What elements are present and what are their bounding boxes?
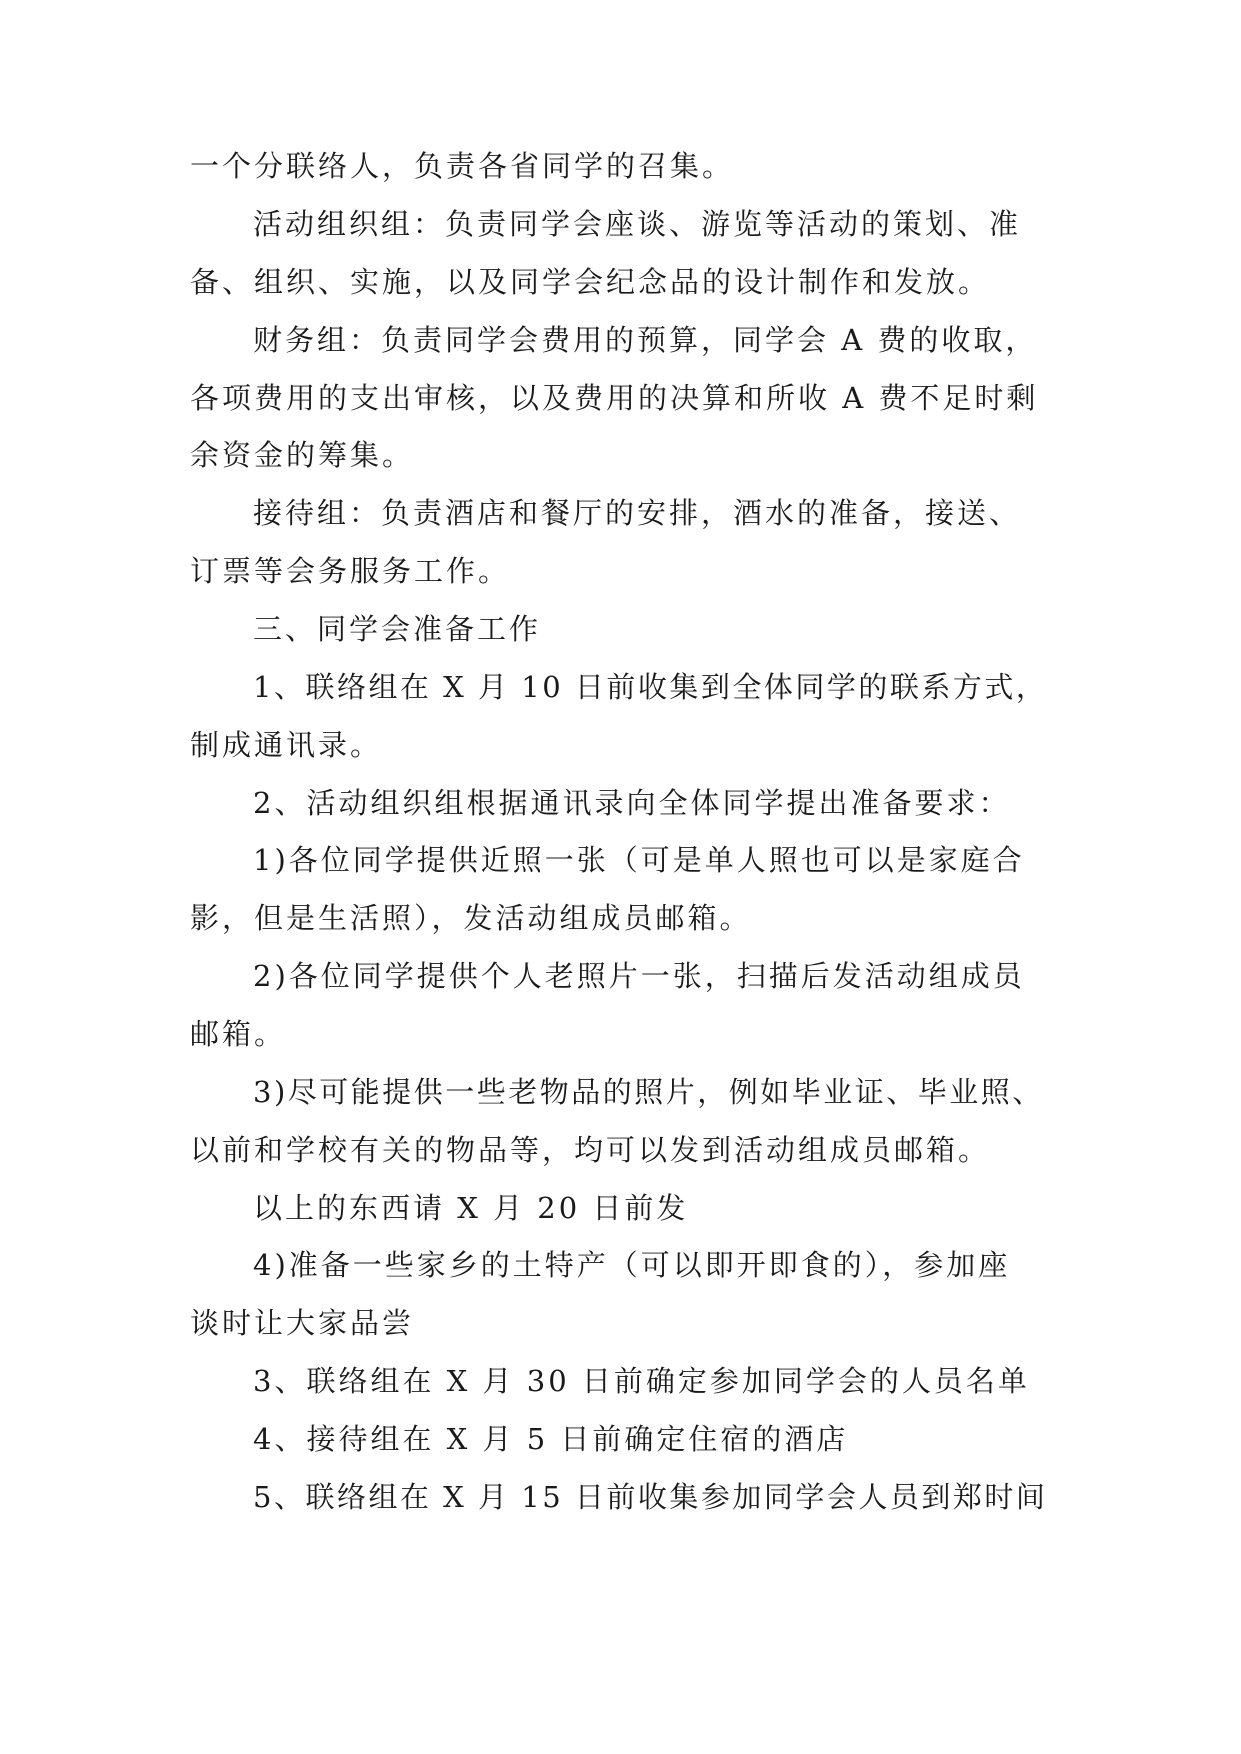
text-line: 邮箱。 — [190, 1017, 287, 1051]
text-line: 以前和学校有关的物品等，均可以发到活动组成员邮箱。 — [190, 1133, 991, 1167]
text-line: 各项费用的支出审核，以及费用的决算和所收 A 费不足时剩 — [190, 381, 1039, 415]
text-line: 备、组织、实施，以及同学会纪念品的设计制作和发放。 — [190, 265, 991, 299]
section-heading: 三、同学会准备工作 — [253, 612, 542, 646]
text-line: 1、联络组在 X 月 10 日前收集到全体同学的联系方式， — [253, 670, 1048, 704]
text-line: 1)各位同学提供近照一张（可是单人照也可以是家庭合 — [253, 843, 1025, 877]
text-line: 谈时让大家品尝 — [190, 1306, 415, 1340]
text-line: 2)各位同学提供个人老照片一张，扫描后发活动组成员 — [253, 959, 1025, 993]
text-line: 制成通讯录。 — [190, 728, 383, 762]
text-line: 4、接待组在 X 月 5 日前确定住宿的酒店 — [253, 1422, 849, 1456]
text-line: 以上的东西请 X 月 20 日前发 — [253, 1191, 689, 1225]
text-line: 影，但是生活照），发活动组成员邮箱。 — [190, 901, 752, 935]
text-line: 3、联络组在 X 月 30 日前确定参加同学会的人员名单 — [253, 1364, 1030, 1398]
text-line: 接待组：负责酒店和餐厅的安排，酒水的准备，接送、 — [253, 496, 1022, 530]
text-line: 2、活动组织组根据通讯录向全体同学提出准备要求： — [253, 786, 1011, 820]
text-line: 活动组织组：负责同学会座谈、游览等活动的策划、准 — [253, 207, 1022, 241]
text-line: 4)准备一些家乡的土特产（可以即开即食的），参加座 — [253, 1248, 1011, 1282]
text-line: 3)尽可能提供一些老物品的照片，例如毕业证、毕业照、 — [253, 1075, 1044, 1109]
text-line: 财务组：负责同学会费用的预算，同学会 A 费的收取， — [253, 323, 1038, 357]
text-line: 一个分联络人，负责各省同学的召集。 — [190, 149, 735, 183]
text-line: 余资金的筹集。 — [190, 438, 415, 472]
text-line: 5、联络组在 X 月 15 日前收集参加同学会人员到郑时间 — [253, 1480, 1048, 1514]
text-line: 订票等会务服务工作。 — [190, 554, 511, 588]
